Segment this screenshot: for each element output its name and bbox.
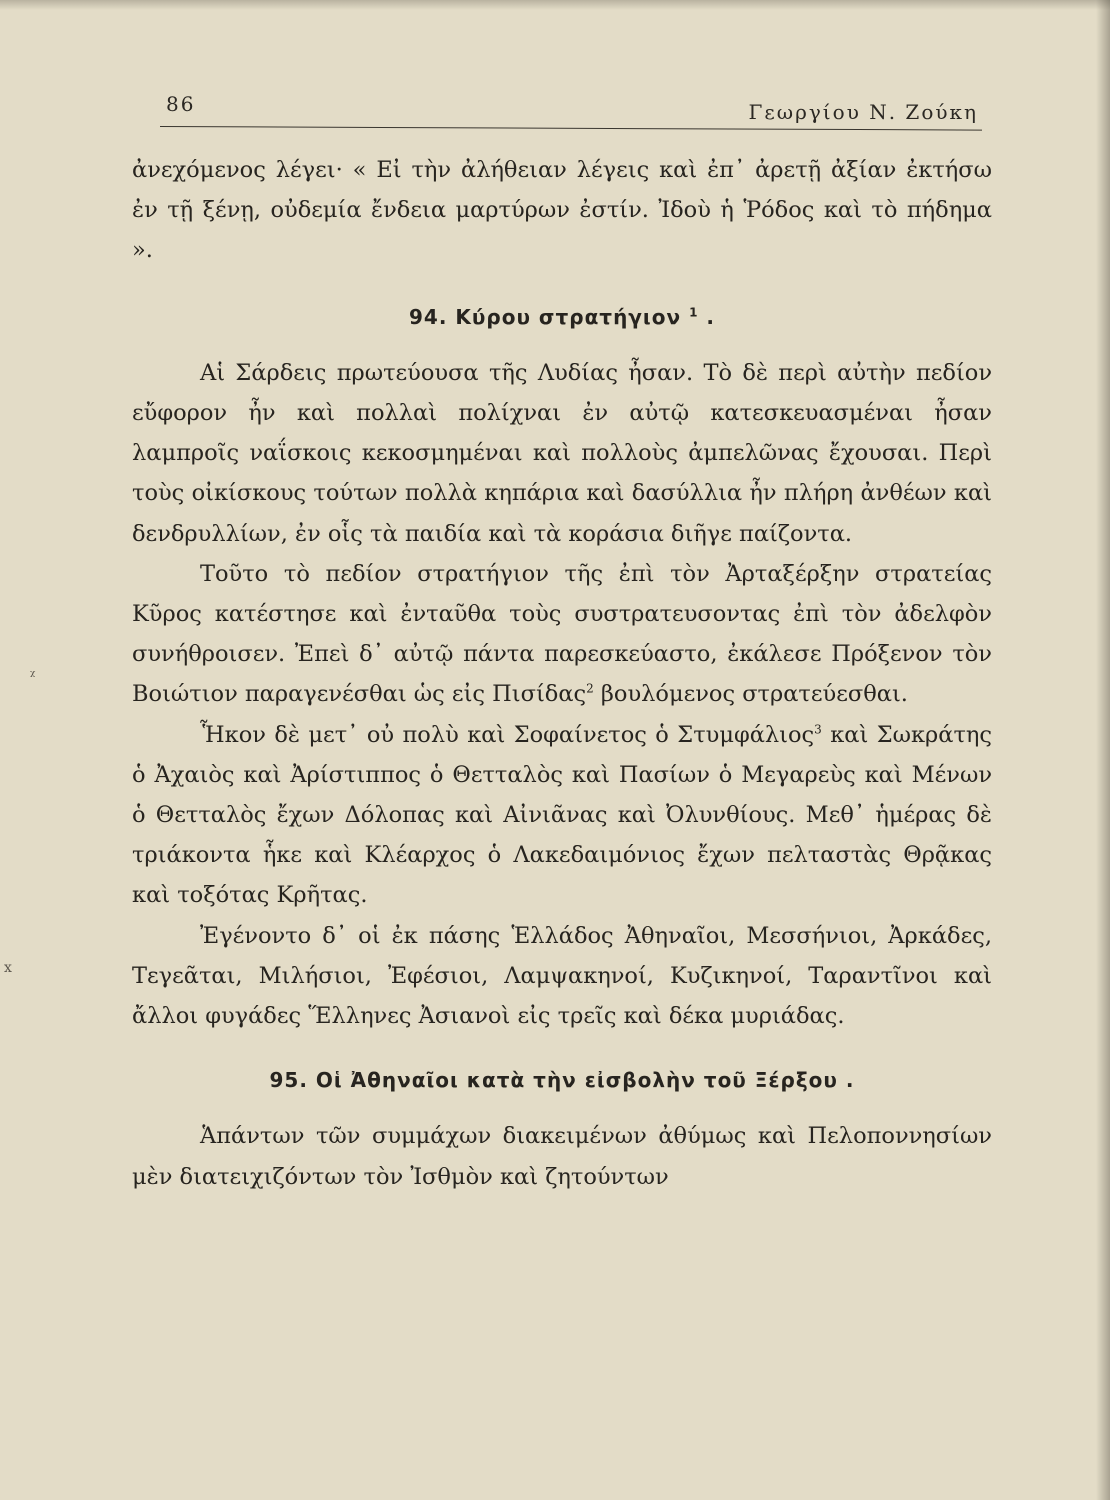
paragraph-text: Ἧκον δὲ μετ᾽ οὐ πολὺ καὶ Σοφαίνετος ὁ Στυμφάλιος (200, 721, 815, 748)
section-94-paragraph-4: Ἐγένοντο δ᾽ οἱ ἐκ πάσης Ἑλλάδος Ἀθηναῖοι, Μεσσήνιοι, Ἀρκάδες, Τεγεᾶται, Μιλήσιοι, Ἐφέσιοι, Λαμψακηνοί, Κυζικηνοί, Ταραντῖνοι καὶ ἄλλοι φυγάδες Ἕλληνες Ἀσιανοὶ εἰς τρεῖς καὶ δέκα μυριάδας. (132, 922, 992, 1030)
section-94-paragraph-1: Αἱ Σάρδεις πρωτεύουσα τῆς Λυδίας ἦσαν. Τὸ δὲ περὶ αὐτὴν πεδίον εὔφορον ἦν καὶ πολλαὶ πολίχναι ἐν αὐτῷ κατεσκευασμέναι ἦσαν λαμπροῖς ναΐσκοις κεκοσμημέναι καὶ πολλοὺς ἀμπελῶνας ἔχουσαι. Περὶ τοὺς οἰκίσκους τούτων πολλὰ κηπάρια καὶ δασύλλια ἦν πλήρη ἀνθέων καὶ δενδρυλλίων, ἐν οἷς τὰ παιδία καὶ τὰ κοράσια διῆγε παίζοντα. (132, 359, 992, 547)
margin-mark: x (4, 960, 12, 976)
paragraph-text: Τοῦτο τὸ πεδίον στρατήγιον τῆς ἐπὶ τὸν Ἀρταξέρξην στρατείας Κῦρος κατέστησε καὶ ἐνταῦθα τοὺς συστρατευσοντας ἐπὶ τὸν ἀδελφὸν συνήθροισεν. Ἐπεὶ δ᾽ αὐτῷ πάντα παρεσκεύαστο, ἐκάλεσε Πρόξενον τὸν Βοιώτιον παραγενέσθαι ὡς εἰς Πισίδας (132, 560, 992, 708)
footnote-marker: 1 (689, 304, 699, 319)
section-94-title (132, 297, 992, 337)
running-head: Γεωργίου Ν. Ζούκη (748, 100, 978, 124)
paragraph-text: βουλόμενος στρατεύεσθαι. (593, 681, 908, 708)
section-94-title-text: 94. Κύρου στρατήγιον (408, 304, 682, 329)
paragraph-text: καὶ Σωκράτης ὁ Ἀχαιὸς καὶ Ἀρίστιππος ὁ Θετταλὸς καὶ Πασίων ὁ Μεγαρεὺς καὶ Μένων ὁ Θετταλὸς ἔχων Δόλοπας καὶ Αἰνιᾶνας καὶ Ὀλυνθίους. Μεθ᾽ ἡμέρας δὲ τριάκοντα ἧκε καὶ Κλέαρχος ὁ Λακεδαιμόνιος ἔχων πελταστὰς Θρᾷκας καὶ τοξότας Κρῆτας. (132, 721, 993, 909)
section-94-title-end: . (706, 304, 715, 329)
intro-paragraph: ἀνεχόμενος λέγει· « Εἰ τὴν ἀλήθειαν λέγεις καὶ ἐπ᾽ ἀρετῇ ἀξίαν ἐκτήσω ἐν τῇ ξένῃ, οὐδεμία ἔνδεια μαρτύρων ἐστίν. Ἰδοὺ ἡ Ῥόδος καὶ τὸ πήδημα ». (132, 157, 992, 264)
footnote-marker: 2 (586, 681, 594, 696)
page-edge-shadow (1096, 0, 1110, 1500)
section-95-paragraph-1: Ἁπάντων τῶν συμμάχων διακειμένων ἀθύμως καὶ Πελοποννησίων μὲν διατειχιζόντων τὸν Ἰσθμὸν καὶ ζητούντων (132, 1123, 992, 1190)
footnote-marker: 3 (814, 722, 822, 737)
section-94-paragraph-2 (132, 554, 992, 715)
page-number: 86 (166, 92, 196, 116)
section-94-paragraph-3 (132, 715, 992, 916)
section-95-title: 95. Οἱ Ἀθηναῖοι κατὰ τὴν εἰσβολὴν τοῦ Ξέρξου . (269, 1068, 855, 1093)
body-text (132, 150, 992, 1197)
page-top-shadow (0, 0, 1110, 10)
margin-mark: ᵡ (30, 668, 36, 684)
